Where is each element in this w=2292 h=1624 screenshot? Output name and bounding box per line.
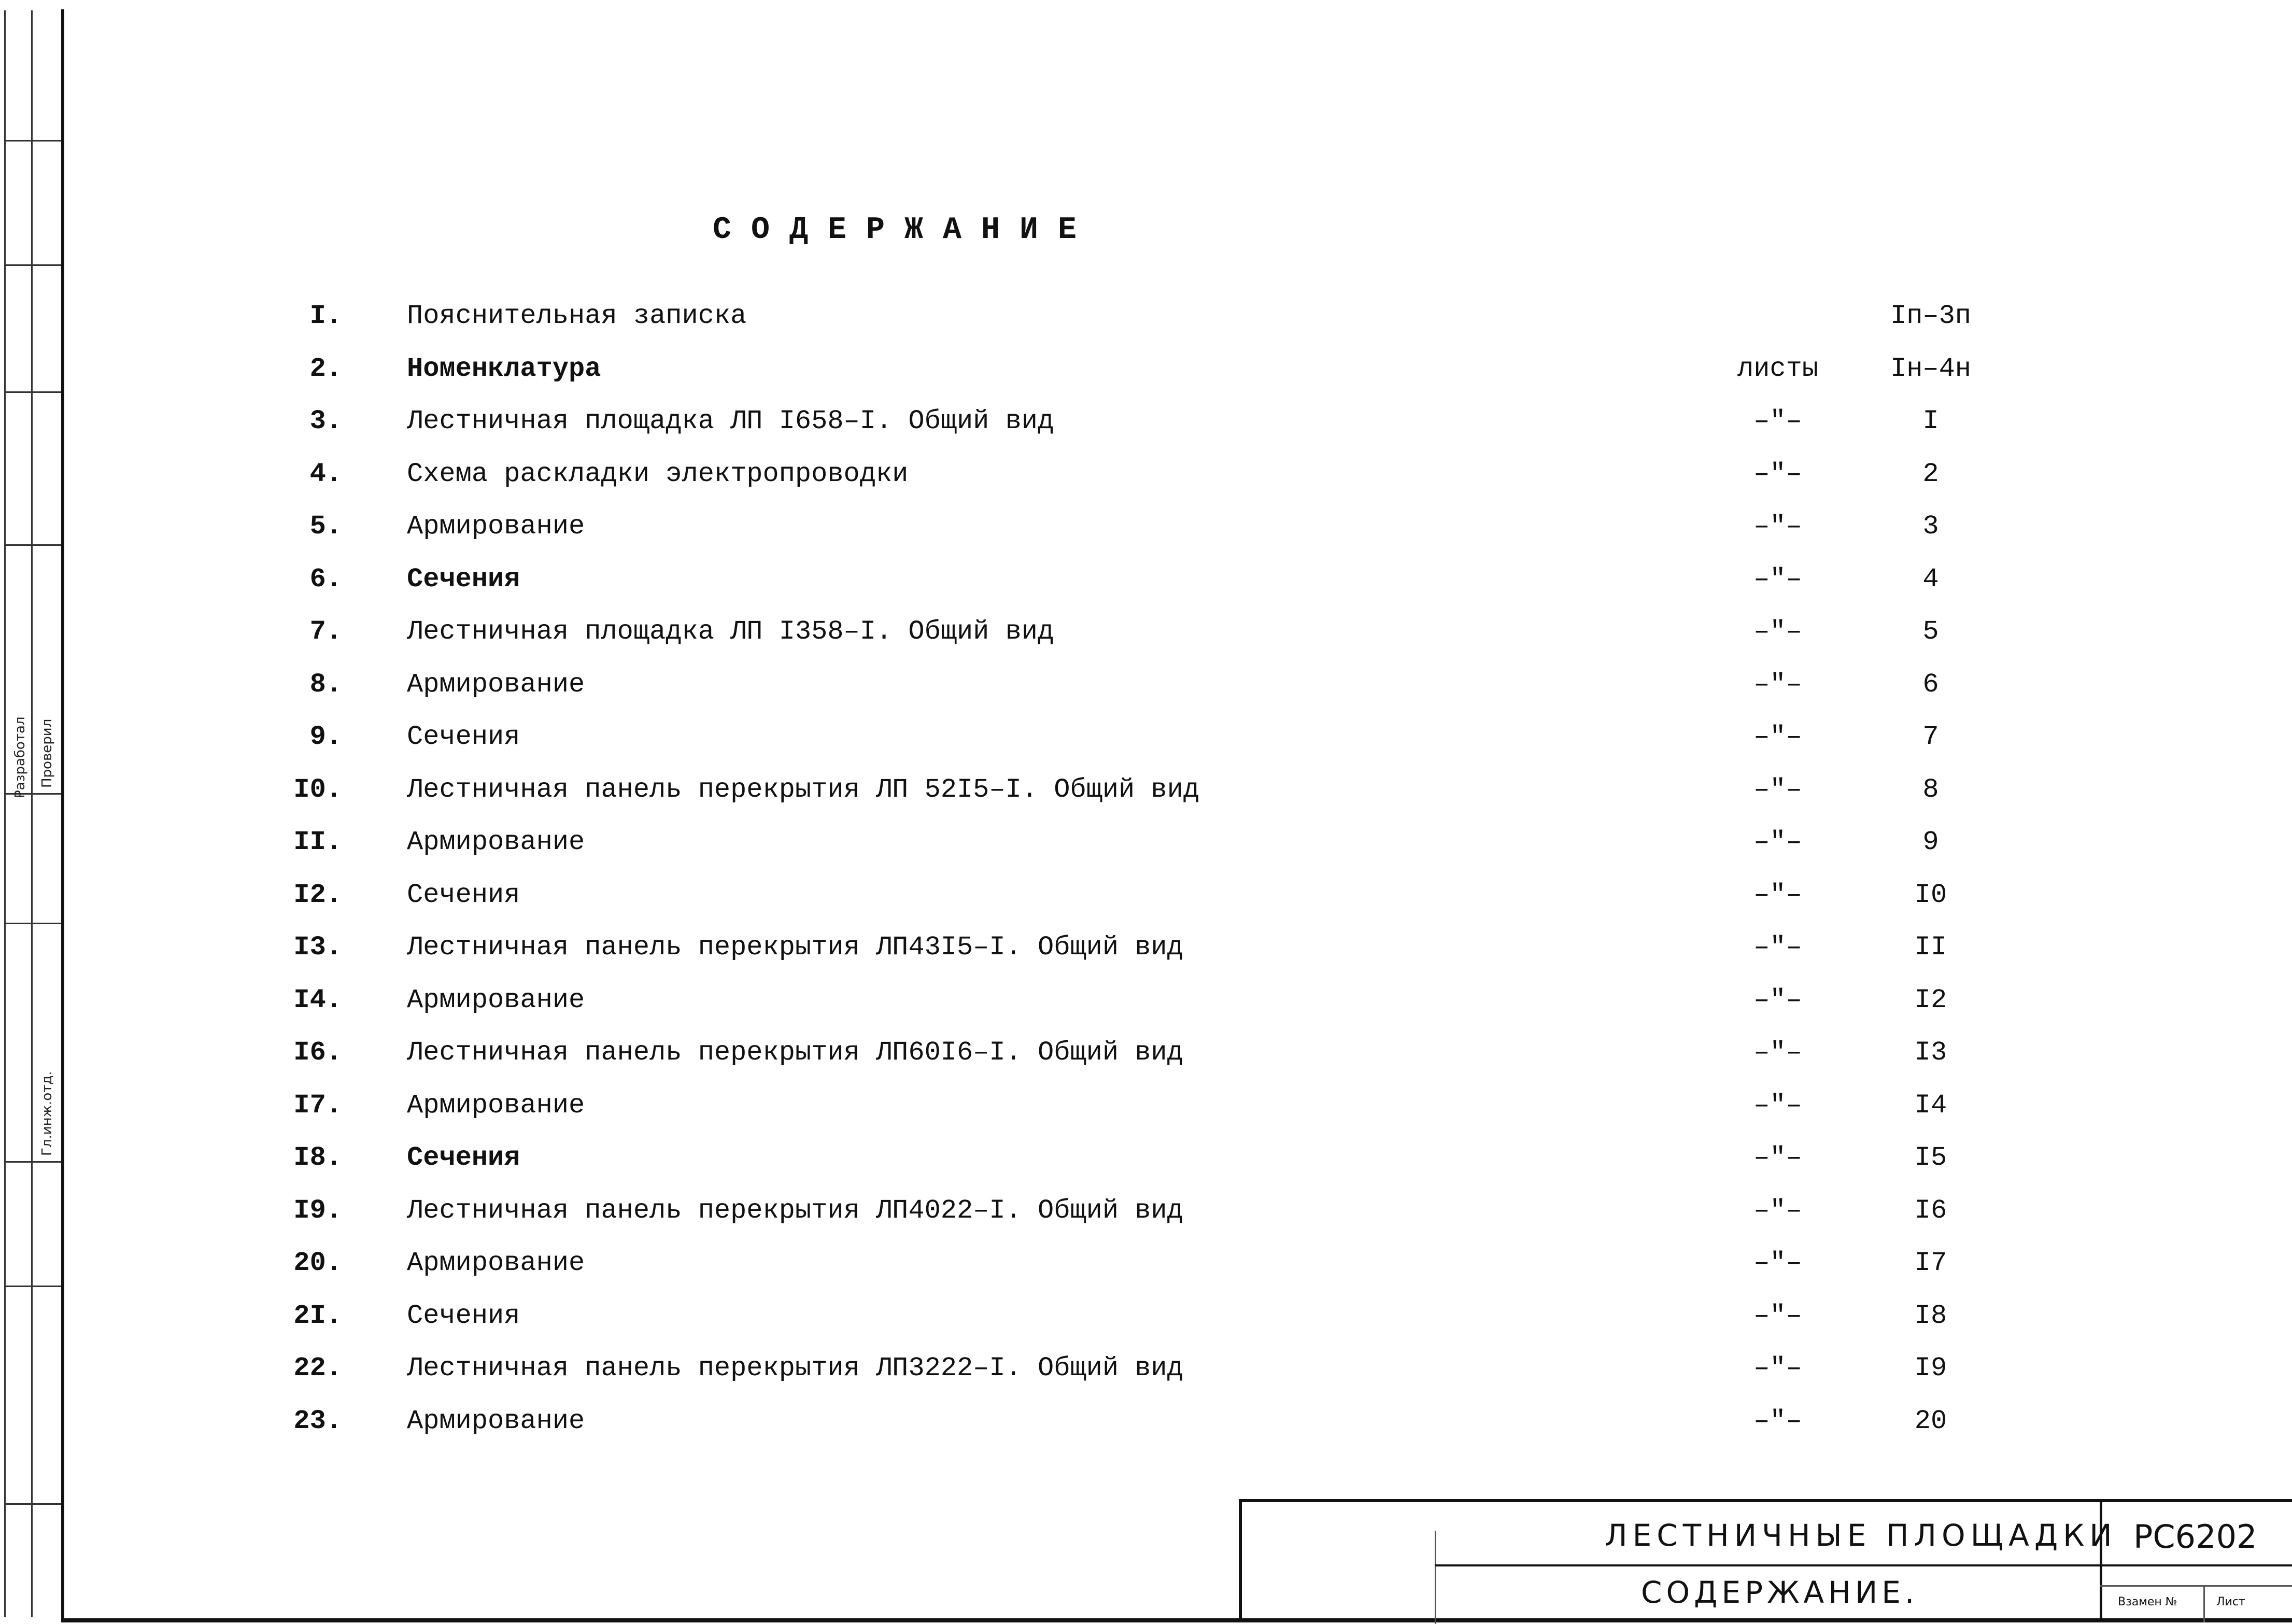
toc-row-title: Армирование <box>407 827 585 857</box>
toc-row-title: Лестничная площадка ЛП I658–I. Общий вид <box>407 406 1054 436</box>
margin-divider <box>4 264 62 266</box>
toc-row-ditto: –"– <box>1753 1037 1802 1068</box>
margin-divider <box>4 1286 62 1287</box>
toc-row-ditto: –"– <box>1753 458 1802 489</box>
toc-row <box>259 616 2021 669</box>
toc-row-sheet: 20 <box>1914 1405 1947 1436</box>
title-block-sheet-label: Лист <box>2216 1595 2245 1608</box>
toc-row-ditto: листы <box>1737 353 1819 384</box>
toc-row-sheet: I5 <box>1914 1142 1947 1173</box>
toc-row-sheet: 4 <box>1922 563 1939 595</box>
toc-row-ditto: –"– <box>1753 984 1802 1015</box>
title-block <box>1239 1499 2292 1622</box>
toc-row-sheet: I8 <box>1914 1300 1947 1331</box>
toc-row-ditto: –"– <box>1753 1353 1802 1383</box>
title-block-divider <box>2203 1585 2205 1622</box>
toc-row-sheet: 6 <box>1922 669 1939 700</box>
toc-row-sheet: I <box>1922 406 1939 436</box>
toc-row-number: 5. <box>309 511 342 542</box>
margin-divider <box>4 923 62 924</box>
toc-row-title: Сечения <box>407 722 520 752</box>
toc-row <box>259 932 2021 985</box>
toc-row <box>259 1406 2021 1459</box>
toc-row-number: I0. <box>293 774 342 805</box>
toc-row-sheet: I2 <box>1914 984 1947 1015</box>
toc-row-sheet: 2 <box>1922 458 1939 489</box>
toc-row <box>259 1353 2021 1406</box>
toc-row-number: I4. <box>293 984 342 1015</box>
toc-row-number: 6. <box>309 563 342 595</box>
toc-row-ditto: –"– <box>1753 932 1802 963</box>
toc-row-title: Сечения <box>407 563 520 595</box>
toc-row-number: 2. <box>309 353 342 384</box>
toc-row-number: 3. <box>309 406 342 436</box>
toc-row-ditto: –"– <box>1753 879 1802 910</box>
toc-row-title: Пояснительная записка <box>407 301 747 331</box>
margin-inner-line <box>31 10 33 1617</box>
toc-row-ditto: –"– <box>1753 1195 1802 1226</box>
toc-row-title: Лестничная панель перекрытия ЛП 52I5–I. Общий вид <box>407 774 1200 805</box>
margin-divider <box>4 1503 62 1505</box>
toc-row-title: Армирование <box>407 511 585 542</box>
toc-row <box>259 511 2021 564</box>
toc-row <box>259 1142 2021 1195</box>
title-block-divider <box>2100 1585 2292 1587</box>
toc-row-number: I9. <box>293 1195 342 1226</box>
toc-row-sheet: 8 <box>1922 774 1939 805</box>
toc-row <box>259 1301 2021 1353</box>
toc-row <box>259 722 2021 774</box>
title-block-divider <box>1435 1564 2292 1566</box>
toc-row <box>259 985 2021 1038</box>
toc-row-sheet: Iп–3п <box>1890 301 1972 331</box>
toc-row-ditto: –"– <box>1753 406 1802 436</box>
toc-row-ditto: –"– <box>1753 1142 1802 1173</box>
toc-row-title: Армирование <box>407 1405 585 1436</box>
toc-row-title: Армирование <box>407 984 585 1015</box>
title-block-code: РС6202 <box>2133 1518 2257 1556</box>
toc-row-number: 7. <box>309 616 342 647</box>
toc-row-title: Армирование <box>407 1248 585 1278</box>
toc-row-sheet: I7 <box>1914 1248 1947 1278</box>
toc-row-number: II. <box>293 827 342 857</box>
toc-row <box>259 354 2021 406</box>
toc-row-sheet: I6 <box>1914 1195 1947 1226</box>
toc-row-sheet: I3 <box>1914 1037 1947 1068</box>
toc-row-sheet: I9 <box>1914 1353 1947 1383</box>
toc-row-number: 2I. <box>293 1300 342 1331</box>
toc-row-number: I2. <box>293 879 342 910</box>
toc-row-ditto: –"– <box>1753 827 1802 857</box>
toc-row-number: I7. <box>293 1090 342 1121</box>
toc-row <box>259 1195 2021 1248</box>
toc-row-title: Лестничная панель перекрытия ЛП4022–I. Общий вид <box>407 1195 1183 1226</box>
toc-row-sheet: I4 <box>1914 1090 1947 1121</box>
toc-row <box>259 669 2021 722</box>
toc-row <box>259 1037 2021 1090</box>
toc-row-sheet: 3 <box>1922 511 1939 542</box>
toc-row-number: I3. <box>293 932 342 963</box>
toc-row <box>259 1248 2021 1301</box>
page-title: СОДЕРЖАНИЕ <box>713 213 1097 248</box>
toc-row <box>259 564 2021 617</box>
toc-row-sheet: II <box>1914 932 1947 963</box>
margin-divider <box>4 544 62 546</box>
toc-row-number: I. <box>309 301 342 331</box>
toc-row-number: 22. <box>293 1353 342 1383</box>
toc-row-ditto: –"– <box>1753 563 1802 595</box>
toc-row-ditto: –"– <box>1753 669 1802 700</box>
toc-row-title: Лестничная площадка ЛП I358–I. Общий вид <box>407 616 1054 647</box>
toc-row-title: Лестничная панель перекрытия ЛП3222–I. Общий вид <box>407 1353 1183 1383</box>
toc-row <box>259 301 2021 354</box>
toc-row <box>259 1090 2021 1143</box>
toc-row <box>259 774 2021 827</box>
title-block-replaced: Взамен № <box>2118 1595 2177 1608</box>
toc-row-number: I8. <box>293 1142 342 1173</box>
toc-row-title: Сечения <box>407 879 520 910</box>
toc-row-number: I6. <box>293 1037 342 1068</box>
toc-row-title: Лестничная панель перекрытия ЛП60I6–I. Общий вид <box>407 1037 1183 1068</box>
toc-row-title: Сечения <box>407 1142 520 1173</box>
toc-row <box>259 827 2021 880</box>
title-block-divider <box>1435 1531 1436 1624</box>
toc-row <box>259 406 2021 459</box>
toc-row-title: Лестничная панель перекрытия ЛП43I5–I. Общий вид <box>407 932 1183 963</box>
toc-row-ditto: –"– <box>1753 511 1802 542</box>
toc-row <box>259 459 2021 512</box>
toc-row-ditto: –"– <box>1753 722 1802 752</box>
frame-left-border <box>61 9 64 1622</box>
toc-row-title: Армирование <box>407 1090 585 1121</box>
toc-row-number: 23. <box>293 1405 342 1436</box>
title-block-subtitle: СОДЕРЖАНИЕ. <box>1641 1575 1919 1610</box>
toc-row-sheet: Iн–4н <box>1890 353 1972 384</box>
margin-label-developed: Разработал <box>12 716 28 798</box>
margin-divider <box>4 1161 62 1163</box>
toc-row-number: 9. <box>309 722 342 752</box>
toc-row-sheet: 7 <box>1922 722 1939 752</box>
toc-row <box>259 880 2021 933</box>
margin-label-checked: Проверил <box>39 718 55 788</box>
toc-row-number: 20. <box>293 1248 342 1278</box>
toc-row-ditto: –"– <box>1753 1248 1802 1278</box>
title-block-name: ЛЕСТНИЧНЫЕ ПЛОЩАДКИ <box>1605 1518 2117 1553</box>
toc-row-title: Армирование <box>407 669 585 700</box>
toc-row-ditto: –"– <box>1753 1405 1802 1436</box>
toc-row-number: 8. <box>309 669 342 700</box>
toc-row-ditto: –"– <box>1753 616 1802 647</box>
margin-divider <box>4 391 62 393</box>
toc-row-sheet: I0 <box>1914 879 1947 910</box>
table-of-contents <box>259 301 2021 1458</box>
toc-row-ditto: –"– <box>1753 1090 1802 1121</box>
toc-row-title: Сечения <box>407 1300 520 1331</box>
margin-divider <box>4 140 62 142</box>
toc-row-sheet: 9 <box>1922 827 1939 857</box>
toc-row-ditto: –"– <box>1753 1300 1802 1331</box>
margin-label-chief-engineer: Гл.инж.отд. <box>39 1071 55 1156</box>
toc-row-sheet: 5 <box>1922 616 1939 647</box>
toc-row-number: 4. <box>309 458 342 489</box>
toc-row-title: Номенклатура <box>407 353 601 384</box>
margin-outer-line <box>4 10 6 1617</box>
toc-row-ditto: –"– <box>1753 774 1802 805</box>
toc-row-title: Схема раскладки электропроводки <box>407 458 909 489</box>
